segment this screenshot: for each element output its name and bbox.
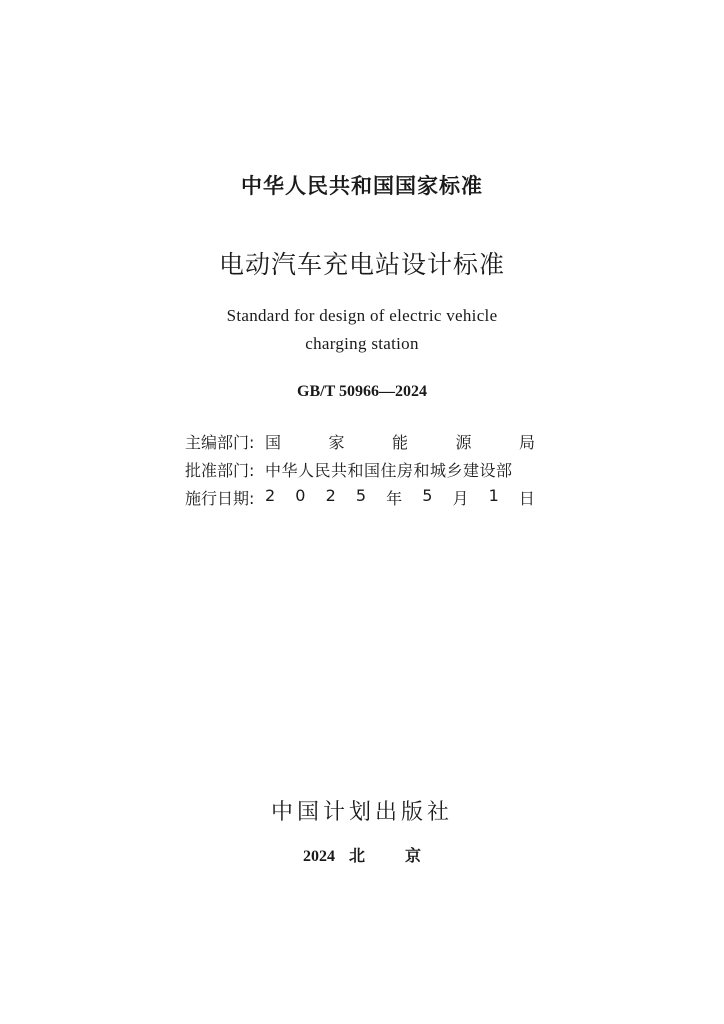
editor-char: 家 — [328, 433, 345, 452]
date-char: 5 — [355, 486, 367, 505]
approving-department-value: 中华人民共和国住房和城乡建设部 — [265, 461, 513, 480]
date-char: 1 — [488, 486, 499, 505]
editor-char: 国 — [265, 433, 282, 452]
standard-code: GB/T 50966—2024 — [297, 383, 427, 400]
publication-place — [0, 843, 724, 866]
city-char: 北 — [348, 846, 365, 865]
date-char: 5 — [422, 486, 433, 505]
editor-department-row — [185, 430, 535, 456]
editor-char: 局 — [518, 433, 535, 452]
date-char: 2 — [265, 486, 276, 505]
editor-char: 源 — [455, 433, 472, 452]
approving-department-label: 批准部门: — [185, 461, 255, 480]
editor-department-value — [265, 430, 535, 453]
approving-department-row — [185, 458, 535, 484]
editor-department-label: 主编部门: — [185, 433, 255, 452]
document-title-english-line-2: charging station — [305, 334, 419, 353]
document-title-english-line-1: Standard for design of electric vehicle — [226, 306, 498, 325]
date-char: 月 — [452, 489, 469, 508]
document-title-chinese: 电动汽车充电站设计标准 — [218, 250, 505, 279]
effective-date-value — [265, 486, 535, 509]
effective-date-label: 施行日期: — [185, 489, 255, 508]
publisher-name: 中国计划出版社 — [270, 800, 453, 825]
national-standard-heading: 中华人民共和国国家标准 — [241, 174, 483, 198]
editor-char: 能 — [391, 433, 408, 452]
date-char: 年 — [386, 489, 403, 508]
effective-date-row — [185, 486, 535, 512]
city-char: 京 — [405, 846, 422, 865]
date-char: 0 — [295, 486, 306, 505]
publication-year: 2024 — [302, 848, 335, 865]
date-char: 2 — [325, 486, 336, 505]
date-char: 日 — [518, 489, 535, 508]
